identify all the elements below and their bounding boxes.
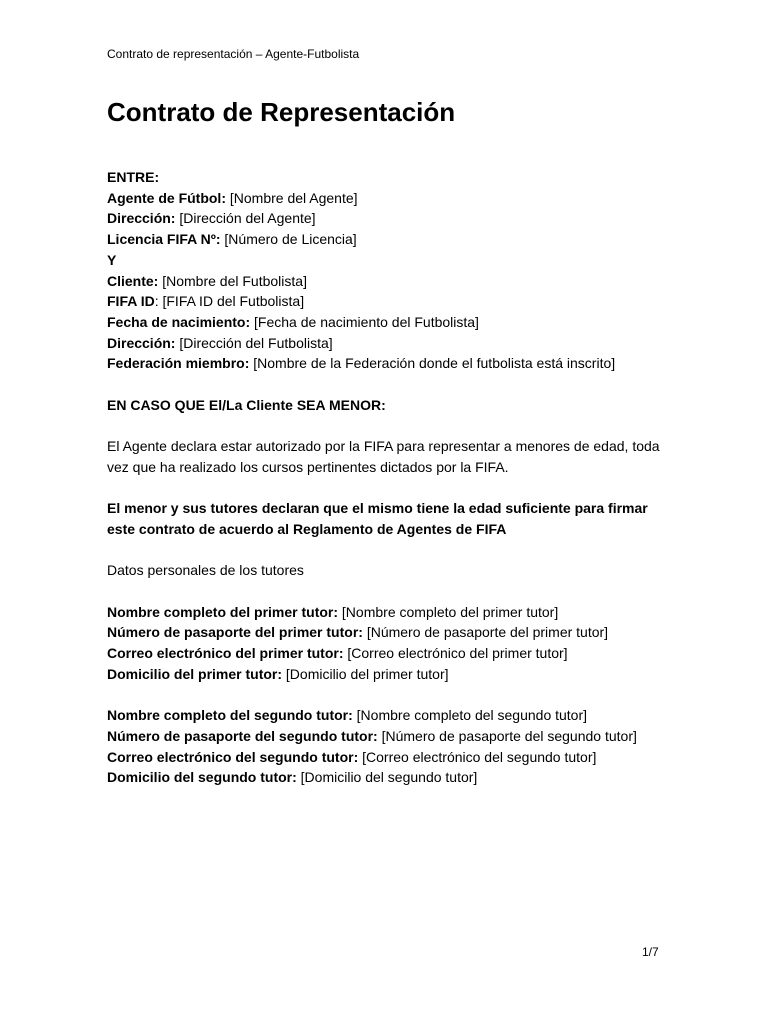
first-tutor-passport-value: [Número de pasaporte del primer tutor] xyxy=(362,624,609,641)
agent-name-label: Agente de Fútbol: xyxy=(107,189,226,206)
spacer xyxy=(107,374,667,395)
second-tutor-name-value: [Nombre completo del segundo tutor] xyxy=(352,707,588,724)
client-name-value: [Nombre del Futbolista] xyxy=(158,272,307,289)
federation-line xyxy=(107,353,667,374)
second-tutor-email-line xyxy=(107,747,667,768)
second-tutor-address-value: [Domicilio del segundo tutor] xyxy=(296,769,478,786)
client-address-line xyxy=(107,333,667,354)
birth-date-value: [Fecha de nacimiento del Futbolista] xyxy=(250,313,479,330)
fifa-id-line xyxy=(107,291,667,312)
license-line xyxy=(107,229,667,250)
client-name-label: Cliente: xyxy=(107,272,159,289)
page-number: 1/7 xyxy=(642,945,659,959)
client-name-line xyxy=(107,271,667,292)
first-tutor-passport-label: Número de pasaporte del primer tutor: xyxy=(107,624,363,641)
first-tutor-email-line xyxy=(107,643,667,664)
agent-address-label: Dirección: xyxy=(107,210,176,227)
client-address-label: Dirección: xyxy=(107,334,176,351)
spacer xyxy=(107,478,667,499)
second-tutor-passport-value: [Número de pasaporte del segundo tutor] xyxy=(377,727,637,744)
spacer xyxy=(107,685,667,706)
first-tutor-email-label: Correo electrónico del primer tutor: xyxy=(107,645,344,662)
birth-date-line xyxy=(107,312,667,333)
first-tutor-address-line xyxy=(107,664,667,685)
license-value: [Número de Licencia] xyxy=(220,231,357,248)
agent-address-line xyxy=(107,208,667,229)
spacer xyxy=(107,581,667,602)
agent-name-line xyxy=(107,188,667,209)
second-tutor-email-value: [Correo electrónico del segundo tutor] xyxy=(358,748,597,765)
agent-address-value: [Dirección del Agente] xyxy=(175,210,316,227)
minor-declaration-paragraph: El menor y sus tutores declaran que el mismo tiene la edad suficiente para firmar este contrato de acuerdo al Reglamento de Agentes de FIFA xyxy=(107,500,648,537)
document-title: Contrato de Representación xyxy=(107,97,456,127)
spacer xyxy=(107,415,667,436)
first-tutor-name-line xyxy=(107,602,667,623)
first-tutor-email-value: [Correo electrónico del primer tutor] xyxy=(343,645,568,662)
first-tutor-address-value: [Domicilio del primer tutor] xyxy=(282,665,449,682)
second-tutor-address-label: Domicilio del segundo tutor: xyxy=(107,769,297,786)
second-tutor-email-label: Correo electrónico del segundo tutor: xyxy=(107,748,359,765)
agent-declaration-paragraph: El Agente declara estar autorizado por la FIFA para representar a menores de edad, toda vez que ha realizado los cursos pertinentes dictados por la FIFA. xyxy=(107,438,660,475)
license-label: Licencia FIFA Nº: xyxy=(107,231,221,248)
first-tutor-address-label: Domicilio del primer tutor: xyxy=(107,665,283,682)
parties-conjunction: Y xyxy=(107,251,117,268)
minor-section-heading: EN CASO QUE El/La Cliente SEA MENOR: xyxy=(107,396,386,413)
fifa-id-label: FIFA ID xyxy=(107,293,155,310)
agent-name-value: [Nombre del Agente] xyxy=(226,189,358,206)
federation-value: [Nombre de la Federación donde el futbolista está inscrito] xyxy=(249,355,616,372)
document-body xyxy=(107,167,667,788)
tutors-intro: Datos personales de los tutores xyxy=(107,562,304,579)
second-tutor-name-line xyxy=(107,705,667,726)
second-tutor-passport-label: Número de pasaporte del segundo tutor: xyxy=(107,727,378,744)
parties-intro: ENTRE: xyxy=(107,169,160,185)
second-tutor-address-line xyxy=(107,767,667,788)
running-header: Contrato de representación – Agente-Futbolista xyxy=(107,47,360,61)
client-address-value: [Dirección del Futbolista] xyxy=(175,334,333,351)
federation-label: Federación miembro: xyxy=(107,355,250,372)
second-tutor-name-label: Nombre completo del segundo tutor: xyxy=(107,707,353,724)
first-tutor-name-value: [Nombre completo del primer tutor] xyxy=(338,603,559,620)
first-tutor-name-label: Nombre completo del primer tutor: xyxy=(107,603,339,620)
birth-date-label: Fecha de nacimiento: xyxy=(107,313,251,330)
fifa-id-value: : [FIFA ID del Futbolista] xyxy=(154,293,305,310)
first-tutor-passport-line xyxy=(107,622,667,643)
second-tutor-passport-line xyxy=(107,726,667,747)
spacer xyxy=(107,540,667,561)
